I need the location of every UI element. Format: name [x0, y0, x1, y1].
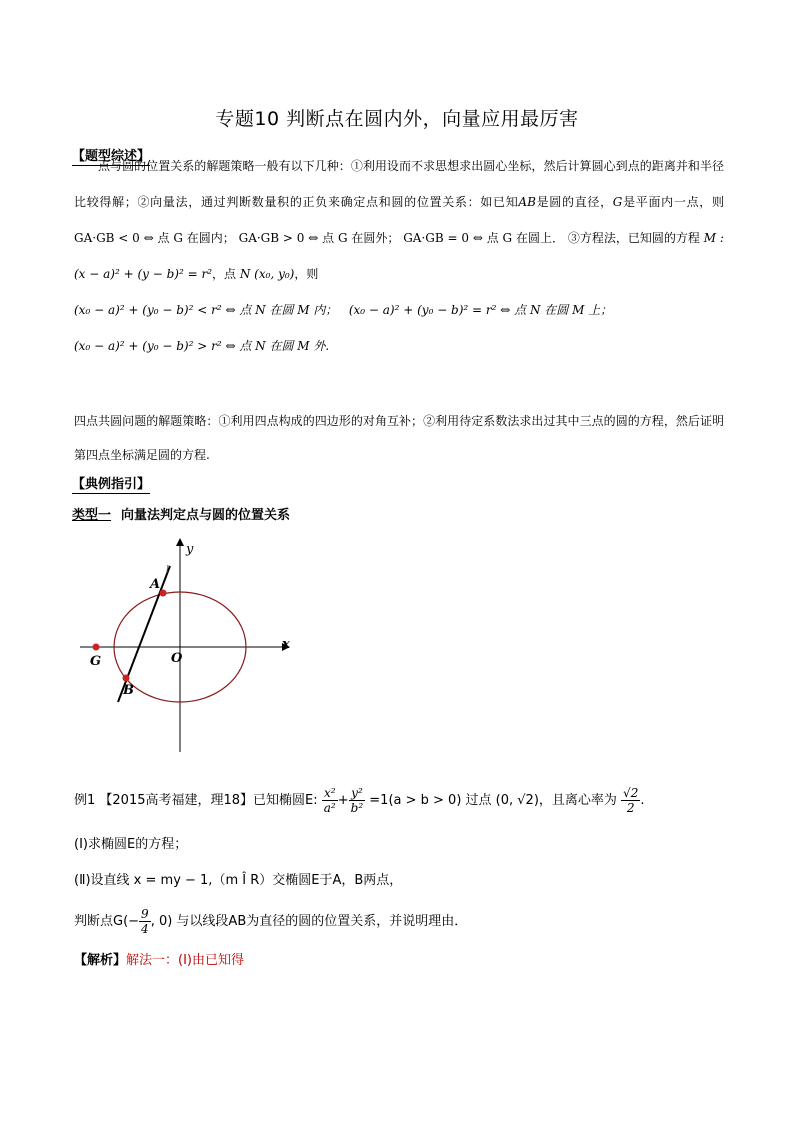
plus-sign: + [337, 793, 349, 808]
segment-ab: AB [518, 195, 536, 209]
label-o: O [171, 651, 183, 666]
overview-paragraph [74, 148, 724, 364]
page-title: 专题10 判断点在圆内外，向量应用最厉害 [215, 108, 579, 130]
overview-intro-text: 点与圆的位置关系的解题策略一般有以下几种：①利用设而不求思想求出圆心坐标，然后计算圆心到点的距离并和半径比较得解；②向量法，通过判断数量积的正负来确定点和圆的位置关系：如已知 [74, 159, 724, 209]
fraction-y2-b2 [349, 786, 366, 815]
section-header-overview: 【题型综述】 [72, 145, 150, 166]
frac-num-4: 9 [141, 907, 149, 921]
frac-num-3: √2 [623, 786, 639, 800]
frac-den-1: a² [323, 801, 336, 815]
type-one-text: 向量法判定点与圆的位置关系 [121, 508, 291, 523]
question-three-pre: 判断点G(− [74, 914, 140, 929]
condition-outside: GA·GB > 0 ⇔ 点 G 在圆外； [238, 231, 400, 245]
answer-label: 【解析】 [74, 953, 127, 968]
ellipse-figure [70, 530, 310, 760]
example-one-mid: =1(a > b > 0) 过点 (0, √2)，且离心率为 [369, 793, 617, 808]
overview-text-4: ③方程法，已知圆的方程 [567, 231, 700, 245]
label-y: y [186, 542, 194, 557]
label-x: x [282, 637, 290, 652]
line-l [118, 566, 170, 702]
example-one [74, 786, 644, 815]
frac-den-3: 2 [626, 801, 635, 815]
frac-den-4: 4 [141, 922, 149, 936]
question-two: (Ⅱ)设直线 x = my − 1,（m Î R）交椭圆E于A，B两点， [74, 873, 403, 888]
frac-num-2: y² [349, 786, 366, 801]
overview-text-6: ，则 [294, 267, 319, 281]
answer-line [74, 949, 244, 968]
question-three [74, 907, 467, 936]
point-g-marker [93, 644, 100, 651]
overview-text-5: ，点 [212, 267, 237, 281]
fraction-eccentricity [621, 786, 640, 815]
fraction-x2-a2 [322, 786, 338, 815]
question-three-post: , 0) 与以线段AB为直径的圆的位置关系，并说明理由． [150, 914, 468, 929]
circle-equation: M : (x − a)² + (y − b)² = r² [74, 231, 724, 281]
type-one-heading [72, 504, 290, 523]
y-axis-arrow [176, 538, 184, 546]
point-n: N (x₀, y₀) [239, 267, 295, 281]
condition-n-inside: (x₀ − a)² + (y₀ − b)² < r² ⇔ 点 N 在圆 M 内； [74, 303, 338, 317]
overview-text-2: 是圆的直径， [535, 195, 613, 209]
frac-den-2: b² [350, 801, 364, 815]
point-a [160, 590, 167, 597]
question-one: (Ⅰ)求椭圆E的方程； [74, 837, 188, 852]
four-points-paragraph: 四点共圆问题的解题策略：①利用四点构成的四边形的对角互补；②利用待定系数法求出过其中三点的圆的方程，然后证明第四点坐标满足圆的方程. [74, 414, 724, 462]
overview-text-3: 是平面内一点，则 [622, 195, 724, 209]
label-a: A [150, 577, 161, 592]
label-g: G [90, 654, 102, 669]
condition-n-outside: (x₀ − a)² + (y₀ − b)² > r² ⇔ 点 N 在圆 M 外. [74, 339, 330, 353]
example-one-end: . [640, 793, 645, 808]
point-g: G [612, 195, 623, 209]
condition-n-on: (x₀ − a)² + (y₀ − b)² = r² ⇔ 点 N 在圆 M 上； [348, 303, 613, 317]
condition-inside: GA·GB < 0 ⇔ 点 G 在圆内； [74, 231, 235, 245]
frac-num-1: x² [322, 786, 338, 801]
example-one-prefix: 例1 【2015高考福建，理18】已知椭圆E: [74, 793, 318, 808]
label-b: B [123, 683, 134, 698]
condition-on: GA·GB = 0 ⇔ 点 G 在圆上． [403, 231, 565, 245]
point-b [123, 675, 130, 682]
section-header-examples: 【典例指引】 [72, 473, 150, 494]
type-one-label: 类型一 [72, 508, 112, 523]
answer-text: 解法一：(Ⅰ)由已知得 [126, 953, 244, 968]
label-l: l [166, 565, 169, 575]
fraction-nine-fourths [139, 907, 151, 936]
